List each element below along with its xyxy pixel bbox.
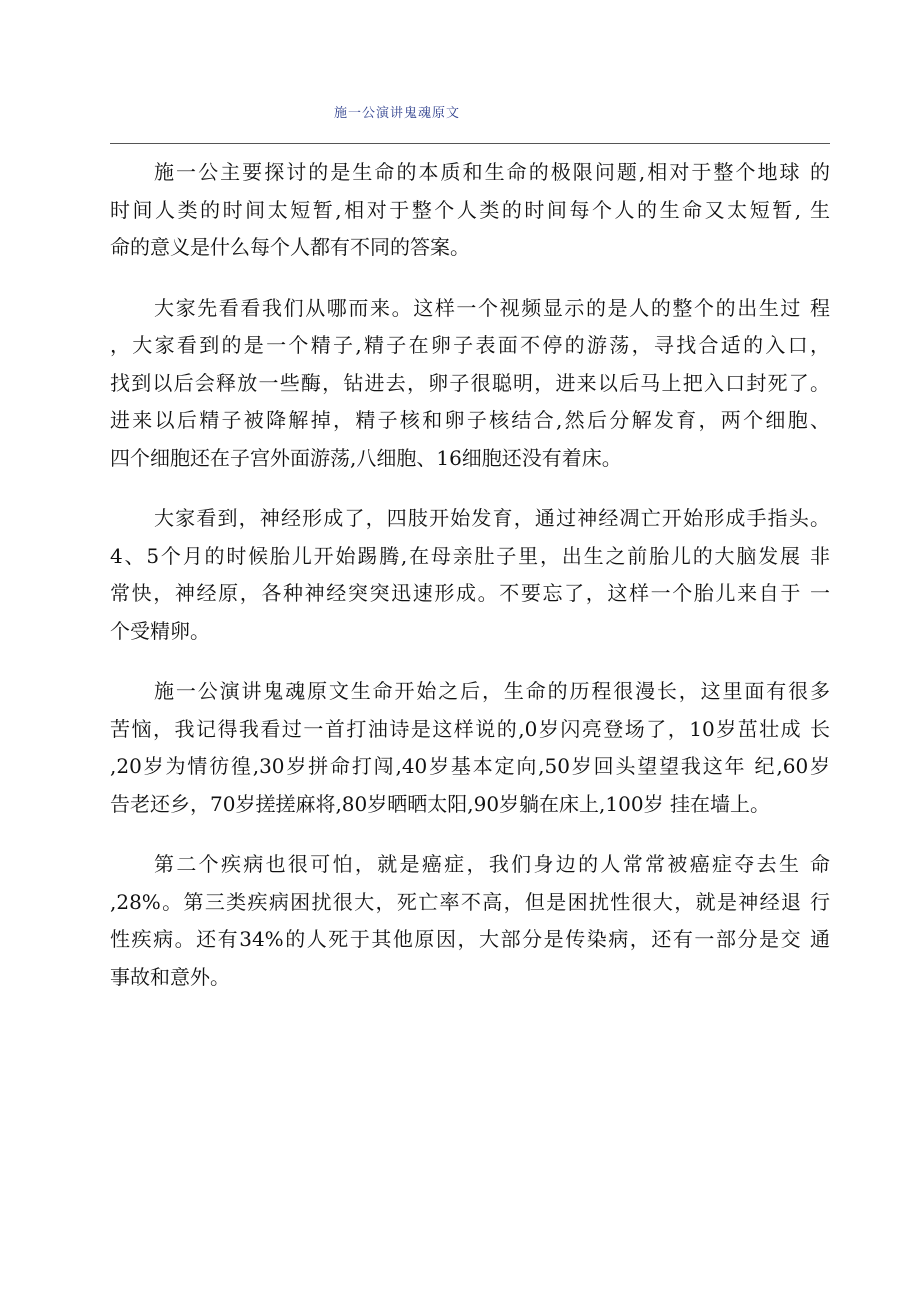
text-line: 施一公主要探讨的是生命的本质和生命的极限问题,相对于整个地球 的: [154, 160, 830, 184]
text-line: 事故和意外。: [110, 964, 230, 989]
text-line: 性疾病。还有34%的人死于其他原因，大部分是传染病，还有一部分是交 通: [110, 927, 830, 951]
text-line: ,20岁为情彷徨,30岁拼命打闯,40岁基本定向,50岁回头望望我这年 纪,60岁: [110, 754, 830, 778]
text-line: 大家先看看我们从哪而来。这样一个视频显示的是人的整个的出生过 程: [154, 295, 830, 320]
paragraph-2: [110, 290, 830, 478]
text-line: ,28%。第三类疾病困扰很大，死亡率不高，但是困扰性很大，就是神经退 行: [110, 889, 830, 914]
paragraph-3: [110, 500, 830, 650]
text-line: 命的意义是什么每个人都有不同的答案。: [110, 235, 470, 259]
text-line: 找到以后会释放一些酶，钻进去，卵子很聪明，进来以后马上把入口封死了。: [110, 370, 830, 395]
text-line: 进来以后精子被降解掉，精子核和卵子核结合,然后分解发育，两个细胞、: [110, 408, 830, 432]
text-line: 四个细胞还在子宫外面游荡,八细胞、16细胞还没有着床。: [110, 445, 622, 470]
text-line: 第二个疾病也很可怕，就是癌症，我们身边的人常常被癌症夺去生 命: [154, 852, 830, 876]
text-line: 常快，神经原，各种神经突突迅速形成。不要忘了，这样一个胎儿来自于 一: [110, 581, 830, 605]
page-header-title: 施一公演讲鬼魂原文: [334, 106, 461, 121]
text-line: ，大家看到的是一个精子,精子在卵子表面不停的游荡，寻找合适的入口，: [110, 333, 830, 357]
text-line: 告老还乡，70岁搓搓麻将,80岁晒晒太阳,90岁躺在床上,100岁 挂在墙上。: [110, 791, 770, 816]
document-body: [110, 154, 830, 1019]
text-line: 施一公演讲鬼魂原文生命开始之后，生命的历程很漫长，这里面有很多: [154, 679, 830, 703]
text-line: 4、5个月的时候胎儿开始踢腾,在母亲肚子里，出生之前胎儿的大脑发展 非: [110, 543, 830, 568]
text-line: 大家看到，神经形成了，四肢开始发育，通过神经凋亡开始形成手指头。: [154, 506, 830, 530]
paragraph-5: [110, 846, 830, 996]
paragraph-4: [110, 673, 830, 823]
text-line: 时间人类的时间太短暂,相对于整个人类的时间每个人的生命又太短暂, 生: [110, 197, 830, 222]
header-divider: [110, 143, 830, 144]
paragraph-1: [110, 154, 830, 267]
text-line: 个受精卵。: [110, 618, 210, 643]
text-line: 苦恼，我记得我看过一首打油诗是这样说的,0岁闪亮登场了，10岁茁壮成 长: [110, 716, 830, 741]
